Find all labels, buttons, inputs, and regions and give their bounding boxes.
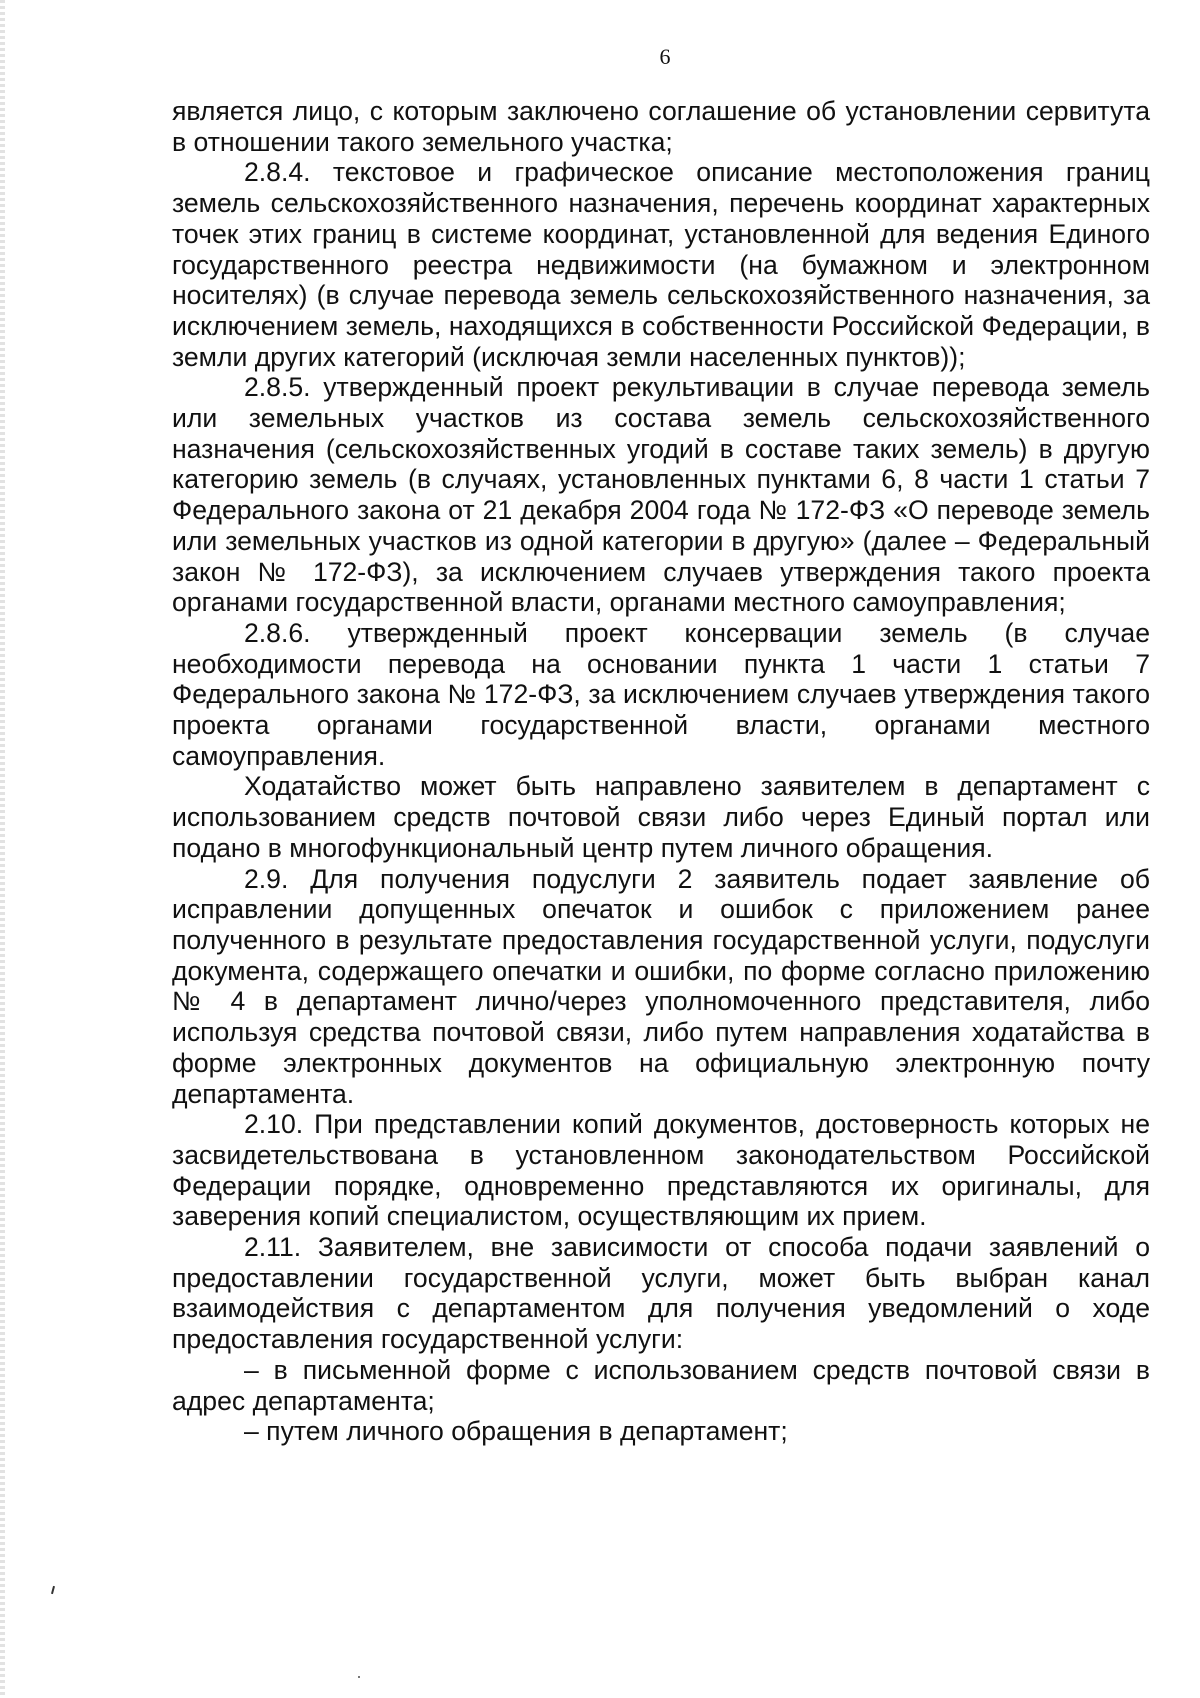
page-number: 6 <box>659 44 671 69</box>
paragraph-2-10: 2.10. При представлении копий документов, достоверность которых не засвидетельствована в установленном законодательством Российской Федерации порядке, одновременно представляются их оригиналы, для заверения копий специалистом, осуществляющим их прием. <box>172 1109 1150 1232</box>
list-item-personal: – путем личного обращения в департамент; <box>244 1416 788 1447</box>
paragraph-2-11: 2.11. Заявителем, вне зависимости от способа подачи заявлений о предоставлении государственной услуги, может быть выбран канал взаимодействия с департаментом для получения уведомлений о ходе предоставления государственной услуги: <box>172 1232 1150 1355</box>
paragraph-petition: Ходатайство может быть направлено заявителем в департамент с использованием средств почтовой связи либо через Единый портал или подано в многофункциональный центр путем личного обращения. <box>172 771 1150 863</box>
list-item-postal: – в письменной форме с использованием средств почтовой связи в адрес департамента; <box>172 1354 1150 1416</box>
paragraph-2-8-6: 2.8.6. утвержденный проект консервации земель (в случае необходимости перевода на основании пункта 1 части 1 статьи 7 Федерального закона № 172-ФЗ, за исключением случаев утверждения такого проекта органами государственной власти, органами местного самоуправления. <box>172 617 1150 771</box>
paragraph-2-8-5: 2.8.5. утвержденный проект рекультивации в случае перевода земель или земельных участков из состава земель сельскохозяйственного назначения (сельскохозяйственных угодий в составе таких земель) в другую категорию земель (в случаях, установленных пунктами 6, 8 части 1 статьи 7 Федерального закона от 21 декабря 2004 года № 172-ФЗ «О переводе земель или земельных участков из одной категории в другую» (далее – Федеральный закон № 172-ФЗ), за исключением случаев утверждения такого проекта органами государственной власти, органами местного самоуправления; <box>172 372 1150 618</box>
scan-speck <box>51 1586 55 1594</box>
scan-dot <box>358 1676 360 1678</box>
paragraph-2-8-4: 2.8.4. текстовое и графическое описание местоположения границ земель сельскохозяйственного назначения, перечень координат характерных точек этих границ в системе координат, установленной для ведения Единого государственного реестра недвижимости (на бумажном и электронном носителях) (в случае перевода земель сельскохозяйственного назначения, за исключением земель, находящихся в собственности Российской Федерации, в земли других категорий (исключая земли населенных пунктов)); <box>172 157 1150 372</box>
paragraph-2-9: 2.9. Для получения подуслуги 2 заявитель подает заявление об исправлении допущенных опечаток и ошибок с приложением ранее полученного в результате предоставления государственной услуги, подуслуги документа, содержащего опечатки и ошибки, по форме согласно приложению № 4 в департамент лично/через уполномоченного представителя, либо используя средства почтовой связи, либо путем направления ходатайства в форме электронных документов на официальную электронную почту департамента. <box>172 863 1150 1109</box>
document-body <box>172 96 1150 1447</box>
paragraph-0: является лицо, с которым заключено соглашение об установлении сервитута в отношении такого земельного участка; <box>172 96 1150 157</box>
scan-edge-artifact <box>0 0 5 1698</box>
